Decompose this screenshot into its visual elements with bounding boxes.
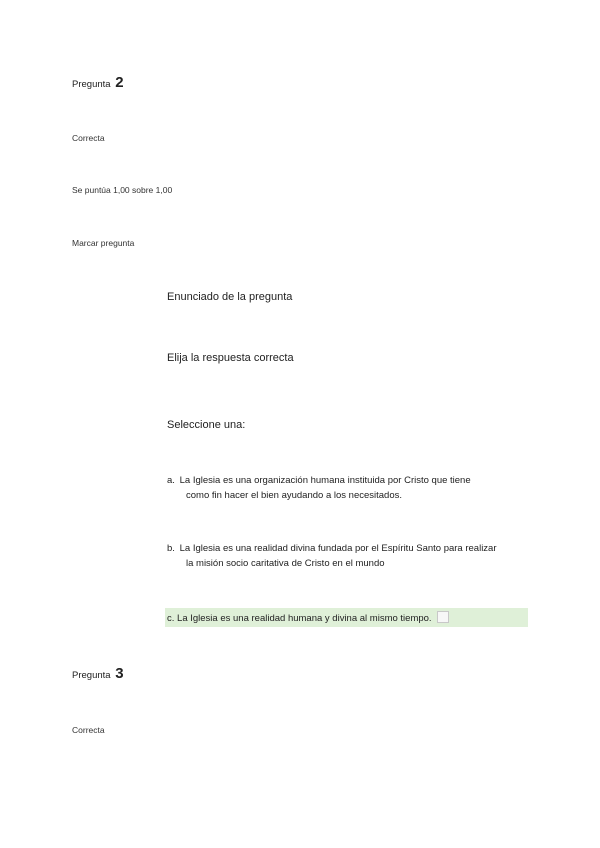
question-3-heading (72, 665, 124, 682)
answer-option-a[interactable] (167, 473, 529, 503)
question-text-section-label: Enunciado de la pregunta (167, 291, 293, 303)
answer-text-line2: como fin hacer el bien ayudando a los necesitados. (186, 490, 402, 501)
answer-letter: c. (167, 613, 175, 624)
question-3-status: Correcta (72, 725, 105, 735)
answer-letter: b. (167, 543, 175, 554)
question-number: 3 (115, 665, 124, 682)
question-heading-label: Pregunta (72, 670, 111, 681)
question-2-status: Correcta (72, 133, 105, 143)
answer-option-c-correct[interactable] (165, 608, 528, 627)
answer-letter: a. (167, 475, 175, 486)
question-heading-label: Pregunta (72, 79, 111, 90)
correct-check-icon (437, 611, 449, 623)
question-number: 2 (115, 74, 124, 91)
question-prompt: Elija la respuesta correcta (167, 352, 294, 364)
answer-text-line2: la misión socio caritativa de Cristo en el mundo (186, 558, 385, 569)
answer-text-line1: La Iglesia es una organización humana instituida por Cristo que tiene (179, 475, 471, 486)
select-one-label: Seleccione una: (167, 419, 246, 431)
question-2-score: Se puntúa 1,00 sobre 1,00 (72, 185, 173, 195)
answer-text-line1: La Iglesia es una realidad divina fundada por el Espíritu Santo para realizar (179, 543, 497, 554)
answer-text-line1: La Iglesia es una realidad humana y divina al mismo tiempo. (177, 613, 432, 624)
question-2-heading (72, 74, 124, 91)
answer-option-b[interactable] (167, 541, 529, 571)
flag-question-link[interactable]: Marcar pregunta (72, 238, 135, 248)
